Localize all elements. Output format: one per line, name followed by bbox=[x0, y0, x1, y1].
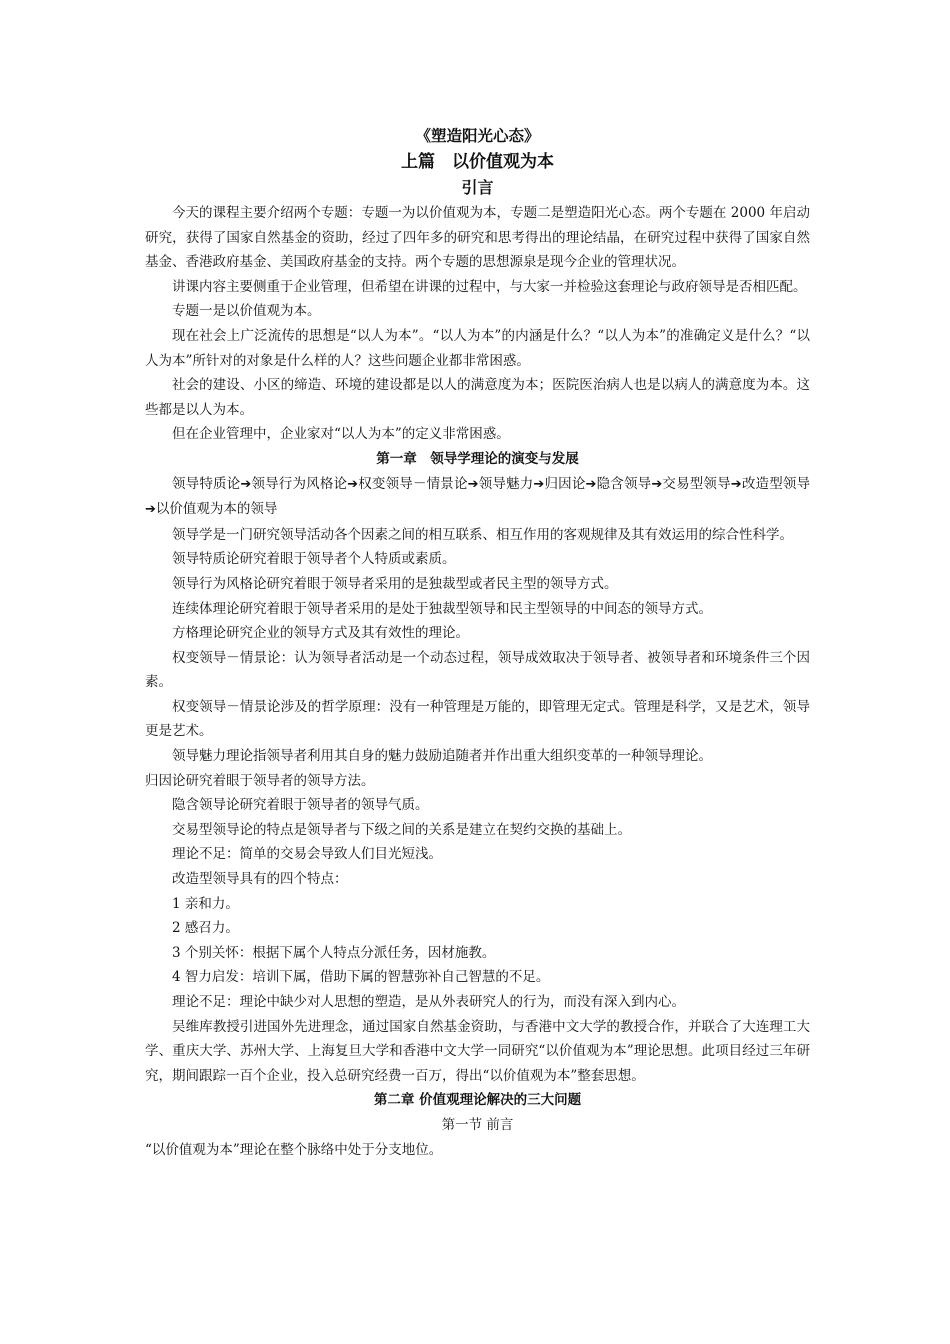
chapter-1-paragraph: 理论不足：理论中缺少对人思想的塑造，是从外表研究人的行为，而没有深入到内心。 bbox=[172, 994, 685, 1010]
chapter-1-paragraph: 领导魅力理论指领导者利用其自身的魅力鼓励追随者并作出重大组织变革的一种领导理论。 bbox=[172, 748, 712, 765]
arrow-right-icon: ➔ bbox=[585, 476, 597, 492]
flow-item: 改造型领导 bbox=[741, 475, 811, 492]
flow-item: 以价值观为本的领导 bbox=[155, 501, 278, 518]
chapter-1-paragraph: 连续体理论研究着眼于领导者采用的是处于独裁型领导和民主型领导的中间态的领导方式。 bbox=[172, 600, 712, 617]
list-item: 1 亲和力。 bbox=[172, 895, 239, 912]
intro-paragraph: 但在企业管理中，企业家对“以人为本”的定义非常困惑。 bbox=[172, 426, 510, 443]
arrow-right-icon: ➔ bbox=[533, 476, 545, 492]
list-item: 4 智力启发：培训下属，借助下属的智慧弥补自己智慧的不足。 bbox=[172, 969, 550, 986]
chapter-1-paragraph: 权变领导－情景论涉及的哲学原理：没有一种管理是万能的，即管理无定式。管理是科学，又是艺术，领导更是艺术。 bbox=[145, 698, 810, 740]
arrow-right-icon: ➔ bbox=[730, 476, 742, 492]
chapter-1-paragraph: 吴维库教授引进国外先进理念，通过国家自然基金资助，与香港中文大学的教授合作，并联合了大连理工大学、重庆大学、苏州大学、上海复旦大学和香港中文大学一同研究“以价值观为本”理论思想。此项目经过三年研究，期间跟踪一百个企业，投入总研究经费一百万，得出“以价值观为本”整套思想。 bbox=[145, 1018, 810, 1084]
leadership-theory-flow bbox=[145, 472, 810, 523]
arrow-right-icon: ➔ bbox=[651, 476, 663, 492]
arrow-right-icon: ➔ bbox=[347, 476, 359, 492]
intro-paragraph: 讲课内容主要侧重于企业管理，但希望在讲课的过程中，与大家一并检验这套理论与政府领导是否相匹配。 bbox=[172, 278, 807, 295]
flow-item: 领导特质论 bbox=[172, 475, 241, 492]
flow-item: 交易型领导 bbox=[662, 475, 731, 492]
arrow-right-icon: ➔ bbox=[240, 476, 252, 492]
chapter-2-title: 第二章 价值观理论解决的三大问题 bbox=[373, 1092, 582, 1109]
flow-item: 领导魅力 bbox=[478, 475, 534, 492]
arrow-right-icon: ➔ bbox=[145, 502, 156, 518]
arrow-right-icon: ➔ bbox=[467, 476, 479, 492]
chapter-1-paragraph: 方格理论研究企业的领导方式及其有效性的理论。 bbox=[172, 625, 469, 642]
flow-item: 归因论 bbox=[544, 475, 586, 492]
section-title: 第一节 前言 bbox=[441, 1116, 514, 1133]
part-title: 上篇 以价值观为本 bbox=[401, 152, 554, 172]
intro-title: 引言 bbox=[461, 178, 494, 197]
intro-paragraph: 今天的课程主要介绍两个专题：专题一为以价值观为本，专题二是塑造阳光心态。两个专题在 2000 年启动研究，获得了国家自然基金的资助，经过了四年多的研究和思考得出的理论结晶，在研究过程中获得了国家自然基金、香港政府基金、美国政府基金的支持。两个专题的思想源泉是现今企业的管理状况。 bbox=[145, 205, 810, 271]
intro-paragraph: 现在社会上广泛流传的思想是“以人为本”。“以人为本”的内涵是什么？“以人为本”的准确定义是什么？“以人为本”所针对的对象是什么样的人？这些问题企业都非常困惑。 bbox=[145, 327, 810, 369]
chapter-1-paragraph: 领导特质论研究着眼于领导者个人特质或素质。 bbox=[172, 551, 456, 568]
chapter-1-paragraph: 领导学是一门研究领导活动各个因素之间的相互联系、相互作用的客观规律及其有效运用的综合性科学。 bbox=[172, 526, 793, 543]
intro-paragraph: 专题一是以价值观为本。 bbox=[172, 303, 321, 320]
chapter-1-paragraph: 归因论研究着眼于领导者的领导方法。 bbox=[145, 772, 375, 789]
flow-item: 隐含领导 bbox=[596, 475, 652, 492]
flow-item: 权变领导－情景论 bbox=[358, 475, 468, 492]
list-item: 3 个别关怀：根据下属个人特点分派任务，因材施教。 bbox=[172, 944, 496, 961]
chapter-1-paragraph: 理论不足：简单的交易会导致人们目光短浅。 bbox=[172, 846, 442, 863]
document-title: 《塑造阳光心态》 bbox=[415, 127, 540, 145]
chapter-1-paragraph: 领导行为风格论研究着眼于领导者采用的是独裁型或者民主型的领导方式。 bbox=[172, 575, 618, 592]
document-page bbox=[145, 123, 810, 1162]
flow-item: 领导行为风格论 bbox=[251, 475, 348, 492]
chapter-1-title: 第一章 领导学理论的演变与发展 bbox=[376, 450, 579, 467]
chapter-1-paragraph: 隐含领导论研究着眼于领导者的领导气质。 bbox=[172, 797, 429, 814]
list-item: 2 感召力。 bbox=[172, 920, 239, 937]
chapter-1-paragraph: 改造型领导具有的四个特点： bbox=[172, 871, 348, 888]
chapter-2-paragraph: “以价值观为本”理论在整个脉络中处于分支地位。 bbox=[145, 1141, 443, 1158]
chapter-1-paragraph: 交易型领导论的特点是领导者与下级之间的关系是建立在契约交换的基础上。 bbox=[172, 821, 631, 838]
intro-paragraph: 社会的建设、小区的缔造、环境的建设都是以人的满意度为本；医院医治病人也是以病人的满意度为本。这些都是以人为本。 bbox=[145, 377, 810, 418]
chapter-1-paragraph: 权变领导－情景论：认为领导者活动是一个动态过程，领导成效取决于领导者、被领导者和环境条件三个因素。 bbox=[145, 649, 810, 691]
